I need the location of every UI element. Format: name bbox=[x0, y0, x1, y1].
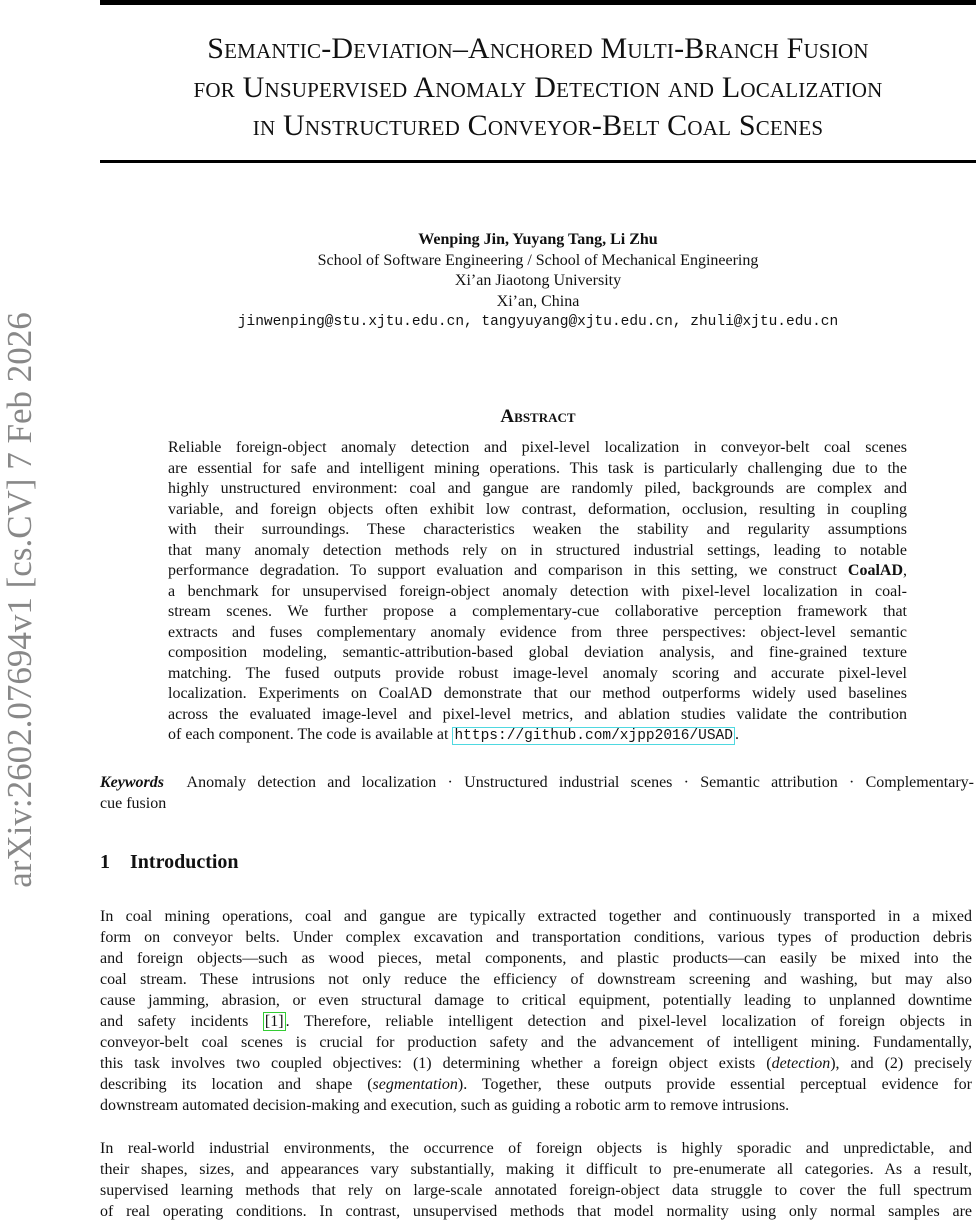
title-line: Semantic-Deviation–Anchored Multi-Branch Fusion bbox=[207, 32, 869, 65]
text-line: supervised learning methods that rely on large-scale annotated foreign-object data struggle to cover the full spectrum bbox=[100, 1182, 972, 1199]
text-line: downstream automated decision-making and execution, such as guiding a robotic arm to remove intrusions. bbox=[100, 1097, 790, 1114]
citation-link[interactable]: [1] bbox=[264, 1013, 284, 1030]
text-line: cause jamming, abrasion, or even structural damage to critical equipment, potentially leading to unplanned downtime bbox=[100, 992, 972, 1009]
text-line: their shapes, sizes, and appearances vary substantially, making it difficult to pre-enumerate all categories. As a result, bbox=[100, 1161, 972, 1178]
text-line: a benchmark for unsupervised foreign-object anomaly detection with pixel-level localization in coal- bbox=[168, 582, 907, 600]
text-line: stream scenes. We further propose a complementary-cue collaborative perception framework that bbox=[168, 603, 907, 620]
text: describing its location and shape ( bbox=[100, 1076, 373, 1093]
text-line: cue fusion bbox=[100, 794, 167, 812]
paragraph bbox=[100, 1138, 972, 1222]
text-line: composition modeling, semantic-attribution-based global deviation analysis, and fine-grained texture bbox=[168, 644, 907, 661]
text: . bbox=[734, 726, 739, 743]
text-line: variable, and foreign objects often exhibit low contrast, deformation, occlusion, resulting in coupling bbox=[168, 500, 907, 518]
author-emails: jinwenping@stu.xjtu.edu.cn, tangyuyang@xjtu.edu.cn, zhuli@xjtu.edu.cn bbox=[237, 314, 839, 330]
text-line: with their surroundings. These characteristics weaken the stability and regularity assumptions bbox=[168, 521, 907, 538]
title-bottom-rule bbox=[100, 160, 976, 163]
author-block bbox=[100, 230, 976, 333]
title-line: for Unsupervised Anomaly Detection and Localization bbox=[193, 70, 883, 104]
title-top-rule bbox=[100, 0, 976, 5]
text-line: In coal mining operations, coal and gangue are typically extracted together and continuously transported in a mixed bbox=[100, 908, 972, 925]
section-title: Introduction bbox=[130, 851, 239, 873]
keywords bbox=[100, 773, 974, 814]
text-line bbox=[100, 773, 974, 794]
text: and safety incidents bbox=[100, 1013, 263, 1030]
text: , bbox=[903, 562, 907, 579]
text: . Therefore, reliable intelligent detection and pixel-level localization of foreign objects in bbox=[285, 1013, 972, 1030]
title-line: in Unstructured Conveyor-Belt Coal Scenes bbox=[252, 109, 824, 142]
text-line: form on conveyor belts. Under complex excavation and transportation conditions, various types of production debris bbox=[100, 929, 972, 946]
text-line: In real-world industrial environments, the occurrence of foreign objects is highly sporadic and unpredictable, and bbox=[100, 1140, 972, 1157]
text-line: that many anomaly detection methods rely on in structured industrial settings, leading to notable bbox=[168, 541, 907, 559]
emphasis: detection bbox=[771, 1055, 831, 1072]
section-number: 1 bbox=[100, 851, 110, 873]
paper-title bbox=[100, 30, 976, 146]
affiliation: School of Software Engineering / School of Mechanical Engineering bbox=[317, 251, 759, 269]
location: Xi’an, China bbox=[496, 292, 580, 310]
emphasis: segmentation bbox=[372, 1076, 458, 1093]
abstract-heading: Abstract bbox=[500, 406, 576, 427]
text-line bbox=[168, 561, 907, 582]
dataset-name: CoalAD bbox=[847, 562, 903, 579]
text-line: across the evaluated image-level and pixel-level metrics, and ablation studies validate the contribution bbox=[168, 705, 907, 723]
text: ), and (2) precisely bbox=[830, 1055, 972, 1072]
text-line bbox=[100, 1011, 972, 1032]
text-line: localization. Experiments on CoalAD demonstrate that our method outperforms widely used baselines bbox=[168, 685, 907, 702]
text: performance degradation. To support evaluation and comparison in this setting, we construct bbox=[168, 562, 848, 579]
text-line: coal stream. These intrusions not only reduce the efficiency of downstream screening and washing, but may also bbox=[100, 971, 972, 988]
text: ). Together, these outputs provide essential perceptual evidence for bbox=[457, 1076, 972, 1093]
author-names: Wenping Jin, Yuyang Tang, Li Zhu bbox=[418, 231, 658, 248]
text-line: highly unstructured environment: coal and gangue are randomly piled, backgrounds are complex and bbox=[168, 480, 907, 497]
abstract-body bbox=[168, 438, 907, 746]
section-heading bbox=[100, 851, 259, 874]
arxiv-stamp: arXiv:2602.07694v1 [cs.CV] 7 Feb 2026 bbox=[0, 312, 39, 888]
university: Xi’an Jiaotong University bbox=[454, 272, 622, 289]
text-line: Reliable foreign-object anomaly detection and pixel-level localization in conveyor-belt coal scenes bbox=[168, 439, 907, 456]
text-line: extracts and fuses complementary anomaly evidence from three perspectives: object-level semantic bbox=[168, 623, 907, 641]
paragraph bbox=[100, 906, 972, 1116]
text: this task involves two coupled objectives: (1) determining whether a foreign object exists ( bbox=[100, 1055, 772, 1072]
text-line bbox=[168, 725, 907, 746]
text-line: and foreign objects—such as wood pieces, metal components, and plastic products—can easily be mixed into the bbox=[100, 950, 972, 967]
keywords-label: Keywords bbox=[100, 774, 164, 791]
keywords-text: Anomaly detection and localization · Unstructured industrial scenes · Semantic attribution · Complementary- bbox=[186, 774, 975, 791]
text: of each component. The code is available at bbox=[168, 726, 453, 743]
text-line: of real operating conditions. In contrast, unsupervised methods that model normality using only normal samples are bbox=[100, 1203, 972, 1220]
code-link[interactable]: https://github.com/xjpp2016/USAD bbox=[454, 728, 733, 744]
text-line bbox=[100, 1074, 972, 1095]
text-line: matching. The fused outputs provide robust image-level anomaly scoring and accurate pixel-level bbox=[168, 664, 907, 682]
text-line: conveyor-belt coal scenes is crucial for production safety and the advancement of intelligent mining. Fundamentally, bbox=[100, 1034, 972, 1051]
text-line bbox=[100, 1053, 972, 1074]
text-line: are essential for safe and intelligent mining operations. This task is particularly challenging due to the bbox=[168, 459, 907, 477]
